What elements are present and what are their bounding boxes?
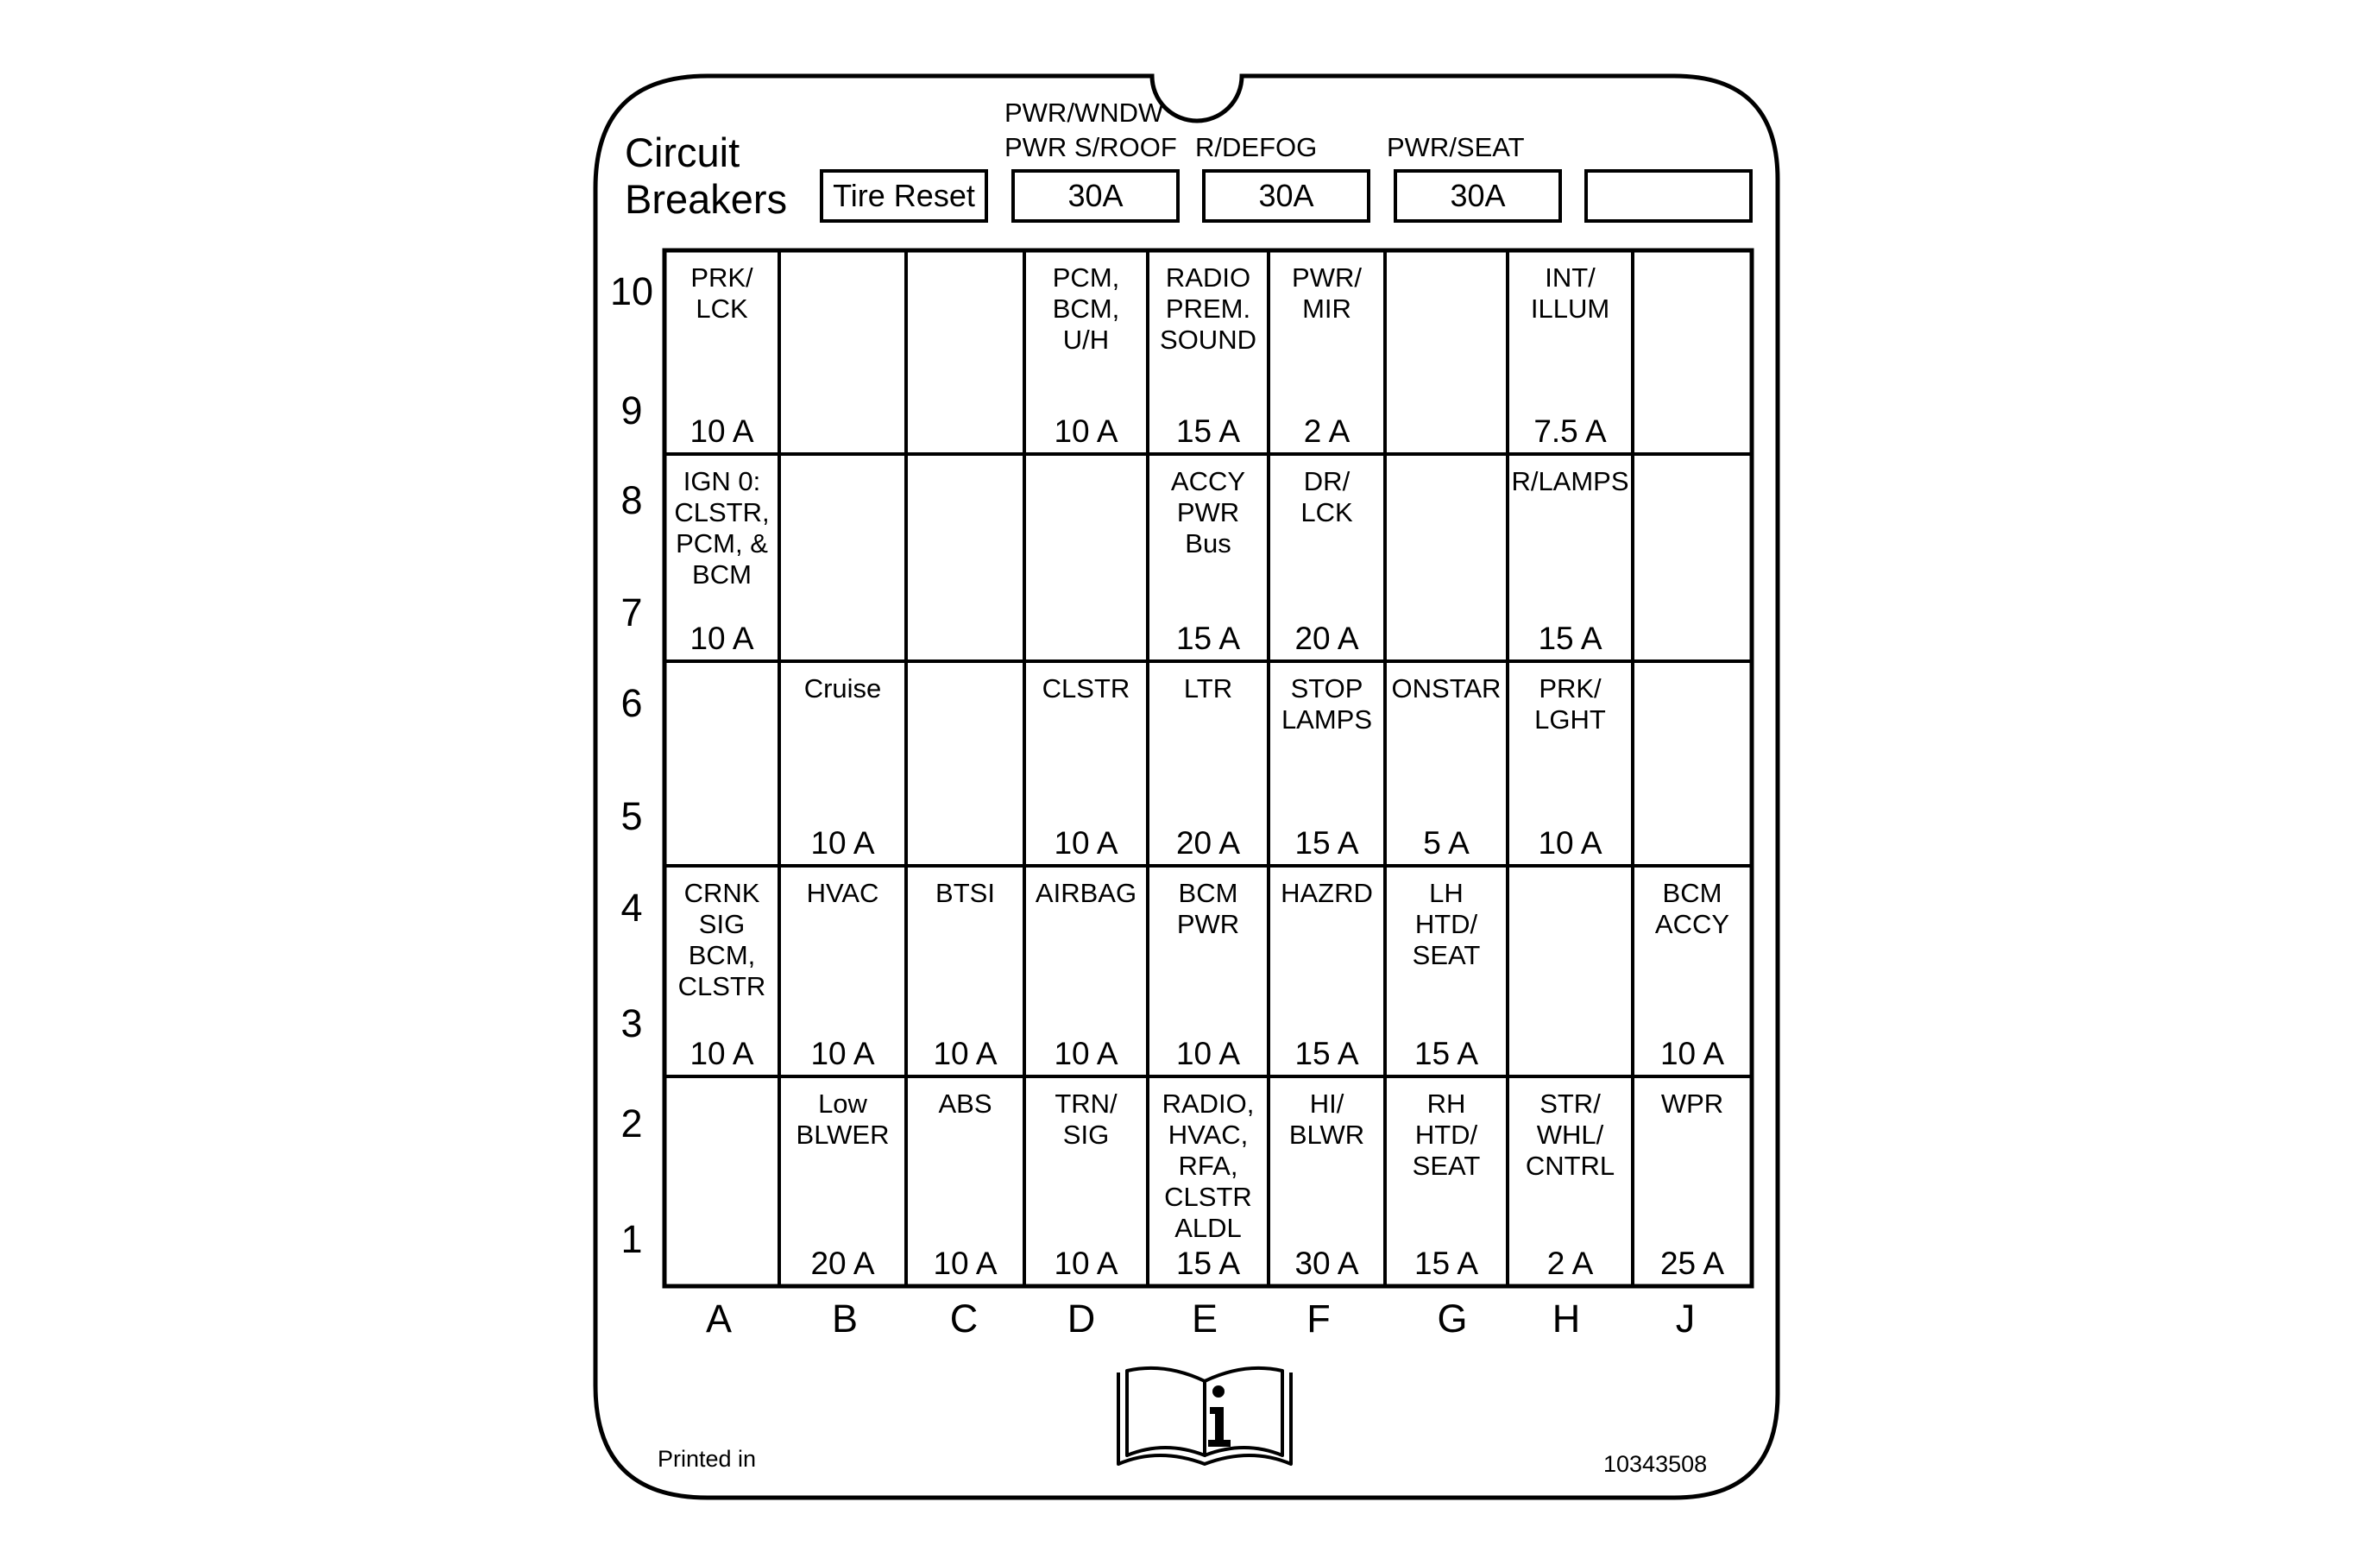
fuse-label: CLSTR [1042, 673, 1130, 704]
fuse-cell-c-3 [906, 661, 1024, 866]
row-number: 8 [620, 478, 643, 522]
fuse-cell-f-4 [1269, 866, 1385, 1076]
fuse-cell-a-4 [664, 866, 779, 1076]
breaker-box [1011, 169, 1180, 223]
fuse-amperage: 15 A [1175, 621, 1241, 656]
breaker-value: 30A [1067, 178, 1124, 213]
row-number: 3 [620, 1001, 643, 1045]
fuse-label: CRNK SIG BCM, CLSTR [677, 878, 766, 1001]
fuse-cell-f-5 [1269, 1076, 1385, 1286]
fuse-cell-b-5 [779, 1076, 906, 1286]
fuse-cell-a-3 [664, 661, 779, 866]
fuse-amperage: 15 A [1294, 1036, 1359, 1071]
column-letter: E [1191, 1297, 1218, 1341]
fuse-label: PRK/ LCK [690, 262, 753, 324]
fuse-cell-j-5 [1633, 1076, 1752, 1286]
breaker-box [820, 169, 988, 223]
breaker-box [1202, 169, 1370, 223]
fuse-cell-h-3 [1508, 661, 1633, 866]
fuse-cell-d-5 [1024, 1076, 1148, 1286]
breaker-value: Tire Reset [833, 178, 975, 213]
fuse-amperage: 15 A [1414, 1036, 1479, 1071]
fuse-amperage: 15 A [1538, 621, 1602, 656]
fuse-cell-j-1 [1633, 250, 1752, 454]
fuse-label: IGN 0: CLSTR, PCM, & BCM [674, 466, 770, 590]
column-letter: D [1067, 1297, 1096, 1341]
fuse-cell-h-4 [1508, 866, 1633, 1076]
fuse-cell-e-3 [1148, 661, 1269, 866]
fuse-label: WPR [1660, 1089, 1724, 1119]
fuse-amperage: 10 A [810, 825, 875, 861]
fuse-cell-h-2 [1508, 454, 1633, 661]
breaker-value: 30A [1258, 178, 1314, 213]
fuse-amperage: 7.5 A [1533, 413, 1607, 449]
fuse-label: STR/ WHL/ CNTRL [1525, 1089, 1615, 1181]
fuse-cell-j-4 [1633, 866, 1752, 1076]
fuse-cell-b-2 [779, 454, 906, 661]
fuse-label: DR/ LCK [1300, 466, 1353, 527]
fuse-amperage: 15 A [1175, 413, 1241, 449]
column-letter: H [1552, 1297, 1581, 1341]
row-number: 7 [620, 590, 643, 634]
fuse-label: LTR [1183, 673, 1233, 704]
owner-manual-info-icon [1118, 1368, 1291, 1464]
column-letter: C [949, 1297, 979, 1341]
fuse-amperage: 5 A [1423, 825, 1470, 861]
fuse-cell-b-1 [779, 250, 906, 454]
fuse-amperage: 20 A [810, 1246, 875, 1281]
fuse-cell-e-4 [1148, 866, 1269, 1076]
fuse-amperage: 25 A [1659, 1246, 1725, 1281]
fuse-cell-a-2 [664, 454, 779, 661]
fuse-label: RADIO PREM. SOUND [1160, 262, 1256, 355]
fuse-label: BTSI [935, 878, 995, 908]
fuse-label: R/LAMPS [1511, 466, 1629, 496]
fuse-label: PCM, BCM, U/H [1052, 262, 1120, 355]
fuse-amperage: 30 A [1294, 1246, 1359, 1281]
fuse-cell-d-1 [1024, 250, 1148, 454]
fuse-amperage: 10 A [1054, 1036, 1118, 1071]
fuse-amperage: 15 A [1294, 825, 1359, 861]
fuse-cell-h-5 [1508, 1076, 1633, 1286]
row-number: 4 [620, 886, 643, 930]
fuse-label: INT/ ILLUM [1530, 262, 1610, 324]
column-letter: F [1306, 1297, 1331, 1341]
fuse-cell-g-3 [1385, 661, 1508, 866]
printed-in-label: Printed in [658, 1446, 757, 1472]
row-number: 6 [620, 681, 643, 725]
breaker-box [1584, 169, 1753, 223]
row-number: 10 [609, 269, 654, 313]
fuse-cell-a-5 [664, 1076, 779, 1286]
fuse-label: HAZRD [1281, 878, 1373, 908]
fuse-cell-c-5 [906, 1076, 1024, 1286]
fuse-cell-g-1 [1385, 250, 1508, 454]
fuse-cell-e-1 [1148, 250, 1269, 454]
breaker-header: R/DEFOG [1195, 132, 1318, 162]
fuse-label: PRK/ LGHT [1534, 673, 1606, 735]
fuse-label: Low BLWER [796, 1089, 890, 1150]
fuse-amperage: 2 A [1546, 1246, 1594, 1281]
fuse-amperage: 10 A [1054, 825, 1118, 861]
breaker-header: PWR S/ROOF [1004, 132, 1177, 162]
fuse-cell-a-1 [664, 250, 779, 454]
column-letter: G [1437, 1297, 1468, 1341]
fuse-label: Cruise [803, 673, 882, 704]
fuse-cell-c-1 [906, 250, 1024, 454]
fuse-label: STOP LAMPS [1281, 673, 1373, 735]
fuse-amperage: 10 A [1659, 1036, 1725, 1071]
breaker-box [1394, 169, 1562, 223]
fuse-cell-d-4 [1024, 866, 1148, 1076]
row-number: 2 [620, 1101, 643, 1145]
column-letter: A [705, 1297, 732, 1341]
fuse-cell-e-5 [1148, 1076, 1269, 1286]
breaker-header: PWR/SEAT [1387, 132, 1525, 162]
row-number: 9 [620, 388, 643, 432]
fuse-amperage: 10 A [689, 1036, 754, 1071]
fuse-label: BCM ACCY [1654, 878, 1730, 939]
fuse-label: ABS [938, 1089, 992, 1119]
fuse-amperage: 10 A [1054, 1246, 1118, 1281]
fuse-amperage: 20 A [1175, 825, 1241, 861]
fuse-label: HVAC [806, 878, 879, 908]
fuse-cell-d-2 [1024, 454, 1148, 661]
fuse-amperage: 10 A [1538, 825, 1602, 861]
fuse-label: PWR/ MIR [1292, 262, 1362, 324]
fuse-amperage: 15 A [1414, 1246, 1479, 1281]
fuse-label: RH HTD/ SEAT [1412, 1089, 1481, 1181]
fuse-label: AIRBAG [1035, 878, 1137, 908]
breaker-header: PWR/WNDW [1004, 98, 1164, 128]
row-number: 1 [620, 1217, 643, 1261]
fuse-amperage: 10 A [689, 621, 754, 656]
column-letter: J [1675, 1297, 1696, 1341]
fuse-amperage: 2 A [1303, 413, 1351, 449]
fuse-label: ONSTAR [1391, 673, 1502, 704]
fuse-cell-c-4 [906, 866, 1024, 1076]
fuse-cell-g-5 [1385, 1076, 1508, 1286]
fuse-amperage: 10 A [1054, 413, 1118, 449]
fuse-cell-g-4 [1385, 866, 1508, 1076]
fuse-label: ACCY PWR Bus [1170, 466, 1246, 558]
fuse-cell-e-2 [1148, 454, 1269, 661]
fuse-cell-b-4 [779, 866, 906, 1076]
fuse-label: HI/ BLWR [1288, 1089, 1365, 1150]
part-number: 10343508 [1603, 1451, 1708, 1477]
fuse-cell-h-1 [1508, 250, 1633, 454]
fuse-cell-d-3 [1024, 661, 1148, 866]
fuse-cell-f-2 [1269, 454, 1385, 661]
title-line-2: Breakers [625, 176, 788, 222]
fuse-amperage: 15 A [1175, 1246, 1241, 1281]
breaker-value: 30A [1450, 178, 1506, 213]
fuse-amperage: 10 A [933, 1246, 998, 1281]
fuse-amperage: 10 A [810, 1036, 875, 1071]
fuse-cell-g-2 [1385, 454, 1508, 661]
fuse-cell-f-3 [1269, 661, 1385, 866]
fuse-label: TRN/ SIG [1055, 1089, 1118, 1150]
fuse-amperage: 10 A [1175, 1036, 1241, 1071]
column-letter: B [831, 1297, 858, 1341]
fuse-amperage: 10 A [933, 1036, 998, 1071]
fuse-label: BCM PWR [1176, 878, 1240, 939]
title-line-1: Circuit [625, 129, 740, 175]
fuse-cell-f-1 [1269, 250, 1385, 454]
fuse-amperage: 10 A [689, 413, 754, 449]
fuse-cell-j-3 [1633, 661, 1752, 866]
fuse-cell-c-2 [906, 454, 1024, 661]
fuse-cell-j-2 [1633, 454, 1752, 661]
fuse-label: RADIO, HVAC, RFA, CLSTR ALDL [1162, 1089, 1255, 1243]
fuse-cell-b-3 [779, 661, 906, 866]
row-number: 5 [620, 794, 643, 838]
fuse-label: LH HTD/ SEAT [1412, 878, 1481, 970]
fuse-amperage: 20 A [1294, 621, 1359, 656]
